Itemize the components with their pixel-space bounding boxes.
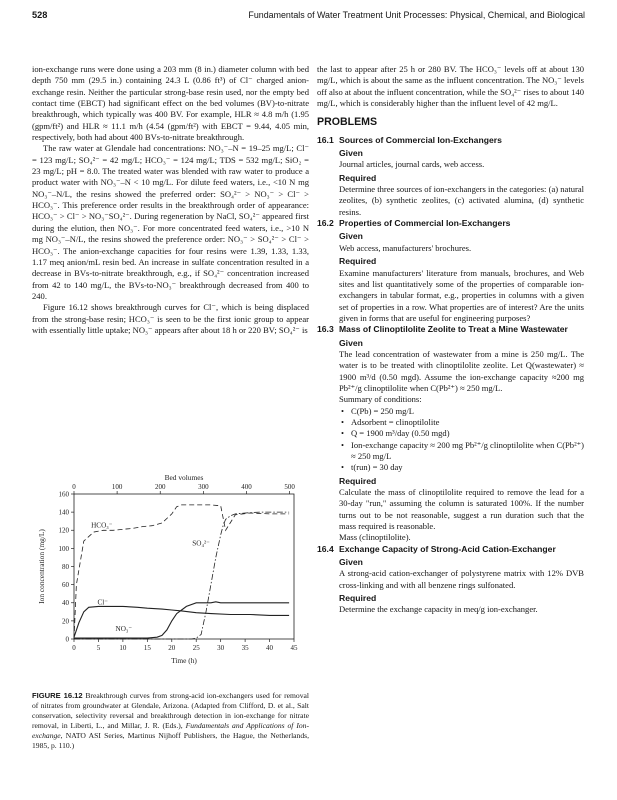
given-text: Journal articles, journal cards, web access. [339,159,485,170]
x-tick-label: 30 [217,644,225,652]
required-label: Required [339,593,377,604]
list-item: • t(run) = 30 day [351,462,584,473]
y-tick-label: 160 [58,490,69,499]
list-item: • Adsorbent = clinoptilolite [351,417,584,428]
figure-caption [32,691,309,751]
paragraph: the last to appear after 25 h or 280 BV. The HCO₃⁻ levels off at about 130 mg/L, which is about the same as the influent concentration. The NO₃⁻ levels off also at about the influent concentration, while the SO₄²⁻ rises to about 140 mg/L, which is considerably higher than the influent level of 42 mg/L. [317,64,584,109]
problem-16-3 [317,324,584,544]
problem-number: 16.4 [317,543,334,554]
given-label: Given [339,148,363,159]
problem-16-1 [317,135,584,218]
x-axis-label: Time (h) [171,656,197,665]
series-label: HCO₃⁻ [91,521,113,530]
problem-16-2 [317,218,584,324]
list-item: • Q = 1900 m³/day (0.50 mgd) [351,428,584,439]
required-label: Required [339,172,377,183]
paragraph: Figure 16.12 shows breakthrough curves for Cl⁻, which is being displaced from the strong-base resin; HCO₃⁻ is seen to be the first ionic group to appear with essentially little uptake; NO₃⁻ appears after about 18 h or 220 BV; SO₄²⁻ is [32,302,309,335]
series-line-cl [74,606,289,637]
caption-book-title: Fundamentals and Applications of Ion-exchange [32,721,309,740]
caption-text: Breakthrough curves from strong-acid ion-exchangers used for removal of nitrates from groundwater at Glendale, Arizona. (Adapted from Clifford, D. et al., Salt conservation, selectivity reversal and breakthrough detection in ion-exchange for nitrate removal, in Liberti, L., and Millar, J. R. (Eds.), [32,691,309,730]
y-tick-label: 40 [62,599,69,608]
x-tick-label: 35 [241,644,249,652]
series-line-no3 [74,602,289,638]
problem-number: 16.3 [317,324,334,335]
y-tick-label: 100 [58,544,69,553]
plot-frame [74,494,294,639]
list-item: • C(Pb) = 250 mg/L [351,406,584,417]
given-text: Web access, manufacturers' brochures. [339,242,472,253]
conditions-list [339,406,584,474]
top-tick-label: 200 [154,483,166,491]
problem-number: 16.1 [317,134,334,145]
required-text: Determine the exchange capacity in meq/g ion-exchanger. [339,604,538,615]
running-title: Fundamentals of Water Treatment Unit Processes: Physical, Chemical, and Biological [248,10,585,20]
x-tick-label: 25 [192,644,200,652]
series-line-so42 [74,512,289,639]
required-text: Calculate the mass of clinoptilolite required to remove the lead for a 30-day "run," assuming the column is saturated 100%. If the number turns out to be not reasonable, suggest a run duration such that the mass required is reasonable. [339,487,584,532]
problem-number: 16.2 [317,218,334,229]
x-tick-label: 10 [119,644,127,652]
problem-title: Properties of Commercial Ion-Exchangers [339,218,511,229]
y-tick-label: 80 [62,562,69,571]
figure-16-12 [32,472,309,682]
y-tick-label: 20 [62,617,69,626]
y-tick-label: 0 [65,635,69,644]
x-tick-label: 40 [266,644,274,652]
problems-heading: PROBLEMS [317,116,378,129]
top-axis-label: Bed volumes [164,473,204,482]
paragraph: The raw water at Glendale had concentrations: NO₃⁻–N = 19–25 mg/L; Cl⁻ = 123 mg/L; SO₄²⁻ = 42 mg/L; HCO₃⁻ = 124 mg/L; TDS = 532 mg/L; SiO₂ = 23 mg/L; pH = 8.0. The treated water was blended with raw water to produce a product water with NO₃⁻–N < 10 mg/L. For dilute feed waters, i.e., <10 N mg NO₃⁻–N/L, the resins showed the preferred order: SO₄²⁻ > NO₃⁻ > Cl⁻ > HCO₃⁻. This preference order results in the breakthrough order of appearance: HCO₃⁻ > Cl⁻ > NO₃⁻SO₄²⁻. During regeneration by NaCl, SO₄²⁻ appeared first during the elution, then NO₃⁻. For more concentrated feed waters, i.e., >10 N mg NO₃⁻–N/L, the resins showed the preference order: NO₃⁻ > SO₄²⁻ > Cl⁻ > HCO₃⁻. The anion-exchange capacities for four resins were 1.39, 1.33, 1.33, 1.17 meq anion/mL resin bed. An increase in sulfate concentration resulted in a decrease in BVs-to-nitrate breakthrough, e.g., if SO₄²⁻ concentration increased from 42 to 140 mg/L, the BVs-to-NO₃⁻ breakthrough decreased from 400 to 240. [32,143,309,301]
x-tick-label: 20 [168,644,176,652]
required-text: Determine three sources of ion-exchangers in the categories: (a) natural zeolites, (b) synthetic zeolites, (c) activated alumina, (d) synthetic resins. [339,184,584,217]
problem-title: Exchange Capacity of Strong-Acid Cation-Exchanger [339,543,556,554]
top-tick-label: 400 [241,483,252,491]
list-item: • Ion-exchange capacity ≈ 200 mg Pb²⁺/g clinoptilolite when C(Pb²⁺) ≈ 250 mg/L [351,440,584,463]
series-label: NO₃⁻ [115,624,133,633]
given-label: Given [339,337,363,348]
problem-title: Mass of Clinoptilolite Zeolite to Treat a Mine Wastewater [339,324,568,335]
top-tick-label: 300 [198,483,209,491]
problem-16-4 [317,544,584,616]
series-label: SO₄²⁻ [192,539,210,548]
y-tick-label: 140 [58,508,69,517]
x-tick-label: 0 [72,644,76,652]
right-column [317,64,584,616]
required-label: Required [339,256,377,267]
series-label: Cl⁻ [97,598,109,607]
page-number: 528 [32,10,48,20]
paragraph: ion-exchange runs were done using a 203 mm (8 in.) diameter column with bed depth 750 mm (29.5 in.) containing 24.3 L (0.86 ft³) of Cl⁻ charged anion-exchange resin. Neither the particular strong-base resin used, nor the empty bed contact time (EBCT) had significant effect on the bed volumes (BV)-to-nitrate breakthrough, which typically was 400 BV. For example, HLR ≈ 4.8 m/h (1.95 (gpm/ft²) and HLR ≈ 11.1 m/h (4.54 (gpm/ft²) with EBCT = 9.44, 4.05 min, respectively, both had about 400 BVs-to-nitrate breakthrough. [32,64,309,143]
given-text: A strong-acid cation-exchanger of polystyrene matrix with 12% DVB cross-linking and with all benzene rings sulfonated. [339,568,584,590]
top-tick-label: 100 [111,483,123,491]
x-tick-label: 15 [143,644,151,652]
y-tick-label: 120 [58,526,69,535]
caption-tail: , NATO ASI Series, Martinus Nijhoff Publishers, the Hague, the Netherlands, 1985, p. 110.) [32,731,309,750]
page-header [32,10,585,24]
figure-label: FIGURE 16.12 [32,691,83,700]
top-tick-label: 0 [72,483,76,491]
given-label: Given [339,557,363,568]
problem-title: Sources of Commercial Ion-Exchangers [339,134,502,145]
y-tick-label: 60 [62,581,69,590]
summary-label: Summary of conditions: [339,394,422,405]
given-label: Given [339,231,363,242]
given-text: The lead concentration of wastewater from a mine is 250 mg/L. The water is to be treated with clinoptilolite zeolite. Let Q(wastewater) ≈ 1900 m³/d (0.50 mgd). Assume the ion-exchange capacity ≈200 mg Pb²⁺/g clinoptilolite when C(Pb²⁺) ≈ 250 mg/L. [339,348,584,393]
required-label: Required [339,475,377,486]
left-column [32,64,309,336]
x-tick-label: 5 [96,644,101,652]
required-text: Examine manufacturers' literature from manuals, brochures, and Web sites and list quantitatively some of the properties of comparable ion-exchangers in tabular format, e.g., properties in columns with a given set of properties in a row. What properties are of interest? Are the units given in forms that are useful for engineering purposes? [339,267,584,323]
x-tick-label: 45 [290,644,298,652]
breakthrough-chart [32,472,309,682]
y-axis-label: Ion concentration (mg/L) [37,529,46,604]
top-tick-label: 500 [284,483,295,491]
required-text: Mass (clinoptilolite). [339,532,411,543]
